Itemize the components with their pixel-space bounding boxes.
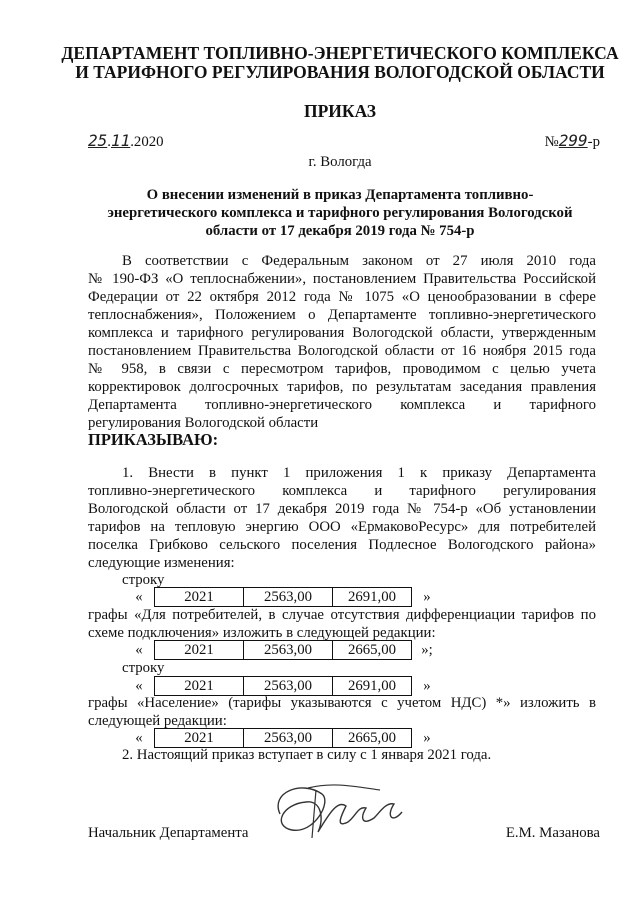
item1-line: тарифов на тепловую энергию ООО «ЕрмаковоРесурс» для потребителей [88, 519, 596, 535]
document-date: 25.11.2020 [88, 131, 164, 150]
preamble-line: корректировок долгосрочных тарифов, по результатам заседания правления [88, 379, 596, 395]
tariff-row [130, 587, 436, 607]
year-cell: 2021 [155, 588, 244, 606]
number-value: 299 [558, 131, 588, 150]
preamble-line: теплоснабжения», Положением о Департаменте топливно-энергетического [88, 307, 596, 323]
city: г. Вологда [308, 154, 372, 170]
signatory-name: Е.М. Мазанова [505, 825, 600, 841]
handwritten-signature [262, 772, 412, 852]
value2-cell: 2691,00 [347, 589, 397, 605]
preamble-line: постановлением Правительства Вологодской области от 16 ноября 2015 года [88, 343, 596, 359]
title-line3: области от 17 декабря 2019 года № 754-р [205, 223, 475, 239]
year-cell: 2021 [155, 677, 244, 695]
close-quote: »; [421, 641, 433, 658]
tariff-row [130, 728, 436, 748]
preamble-line: № 190-ФЗ «О теплоснабжении», постановлением Правительства Российской [88, 271, 596, 287]
preamble-line: Департамента топливно-энергетического комплекса и тарифного [88, 397, 596, 413]
title-line2: энергетического комплекса и тарифного регулирования Вологодской [107, 205, 573, 221]
open-quote: « [135, 588, 143, 605]
preamble-line: В соответствии с Федеральным законом от 27 июля 2010 года [122, 253, 596, 269]
date-month: 11 [110, 131, 131, 150]
preamble-line: Федерации от 22 октября 2012 года № 1075 «О ценообразовании в сфере [88, 289, 596, 305]
graph2-line: следующей редакции: [88, 713, 227, 729]
value1-cell: 2563,00 [244, 729, 333, 747]
order-word: ПРИКАЗЫВАЮ: [88, 430, 219, 449]
value2-cell: 2665,00 [347, 730, 397, 746]
item1-line: 1. Внести в пункт 1 приложения 1 к приказу Департамента [122, 465, 596, 481]
tariff-row [130, 640, 436, 660]
title-line1: О внесении изменений в приказ Департамента топливно- [146, 187, 534, 203]
item1-line: топливно-энергетического комплекса и тарифного регулирования [88, 483, 596, 499]
item1-line: поселка Грибково сельского поселения Подлесное Вологодского района» [88, 537, 596, 553]
close-quote: » [423, 677, 431, 694]
org-name-line2: И ТАРИФНОГО РЕГУЛИРОВАНИЯ ВОЛОГОДСКОЙ ОБЛАСТИ [75, 62, 605, 82]
open-quote: « [135, 641, 143, 658]
org-name-line1: ДЕПАРТАМЕНТ ТОПЛИВНО-ЭНЕРГЕТИЧЕСКОГО КОМПЛЕКСА [61, 43, 619, 63]
graph1-line: графы «Для потребителей, в случае отсутствия дифференциации тарифов по [88, 607, 596, 623]
open-quote: « [135, 729, 143, 746]
number-prefix: № [544, 134, 559, 150]
number-suffix: -р [587, 134, 600, 150]
date-year: .2020 [130, 134, 164, 150]
tariff-row [130, 676, 436, 696]
open-quote: « [135, 677, 143, 694]
value2-cell: 2665,00 [347, 642, 397, 658]
value1-cell: 2563,00 [244, 677, 333, 695]
close-quote: » [423, 729, 431, 746]
value1-cell: 2563,00 [244, 641, 333, 659]
word-stroku: строку [122, 572, 165, 588]
graph1-line: схеме подключения» изложить в следующей редакции: [88, 625, 436, 641]
close-quote: » [423, 588, 431, 605]
item2-line: 2. Настоящий приказ вступает в силу с 1 января 2021 года. [122, 747, 492, 763]
date-day: 25 [88, 131, 108, 150]
preamble-line: регулирования Вологодской области [88, 415, 319, 431]
preamble-line: № 958, в связи с пересмотром тарифов, проводимом с целью учета [88, 361, 596, 377]
value1-cell: 2563,00 [244, 588, 333, 606]
word-stroku: строку [122, 660, 165, 676]
signatory-position: Начальник Департамента [88, 825, 249, 841]
graph2-line: графы «Население» (тарифы указываются с учетом НДС) *» изложить в [88, 695, 596, 711]
item1-line: следующие изменения: [88, 555, 235, 571]
preamble-line: комплекса и тарифного регулирования Вологодской области, утвержденным [88, 325, 596, 341]
document-number [545, 132, 600, 151]
year-cell: 2021 [155, 729, 244, 747]
year-cell: 2021 [155, 641, 244, 659]
document-type: ПРИКАЗ [303, 101, 377, 121]
value2-cell: 2691,00 [347, 678, 397, 694]
item1-line: Вологодской области от 17 декабря 2019 года № 754-р «Об установлении [88, 501, 596, 517]
